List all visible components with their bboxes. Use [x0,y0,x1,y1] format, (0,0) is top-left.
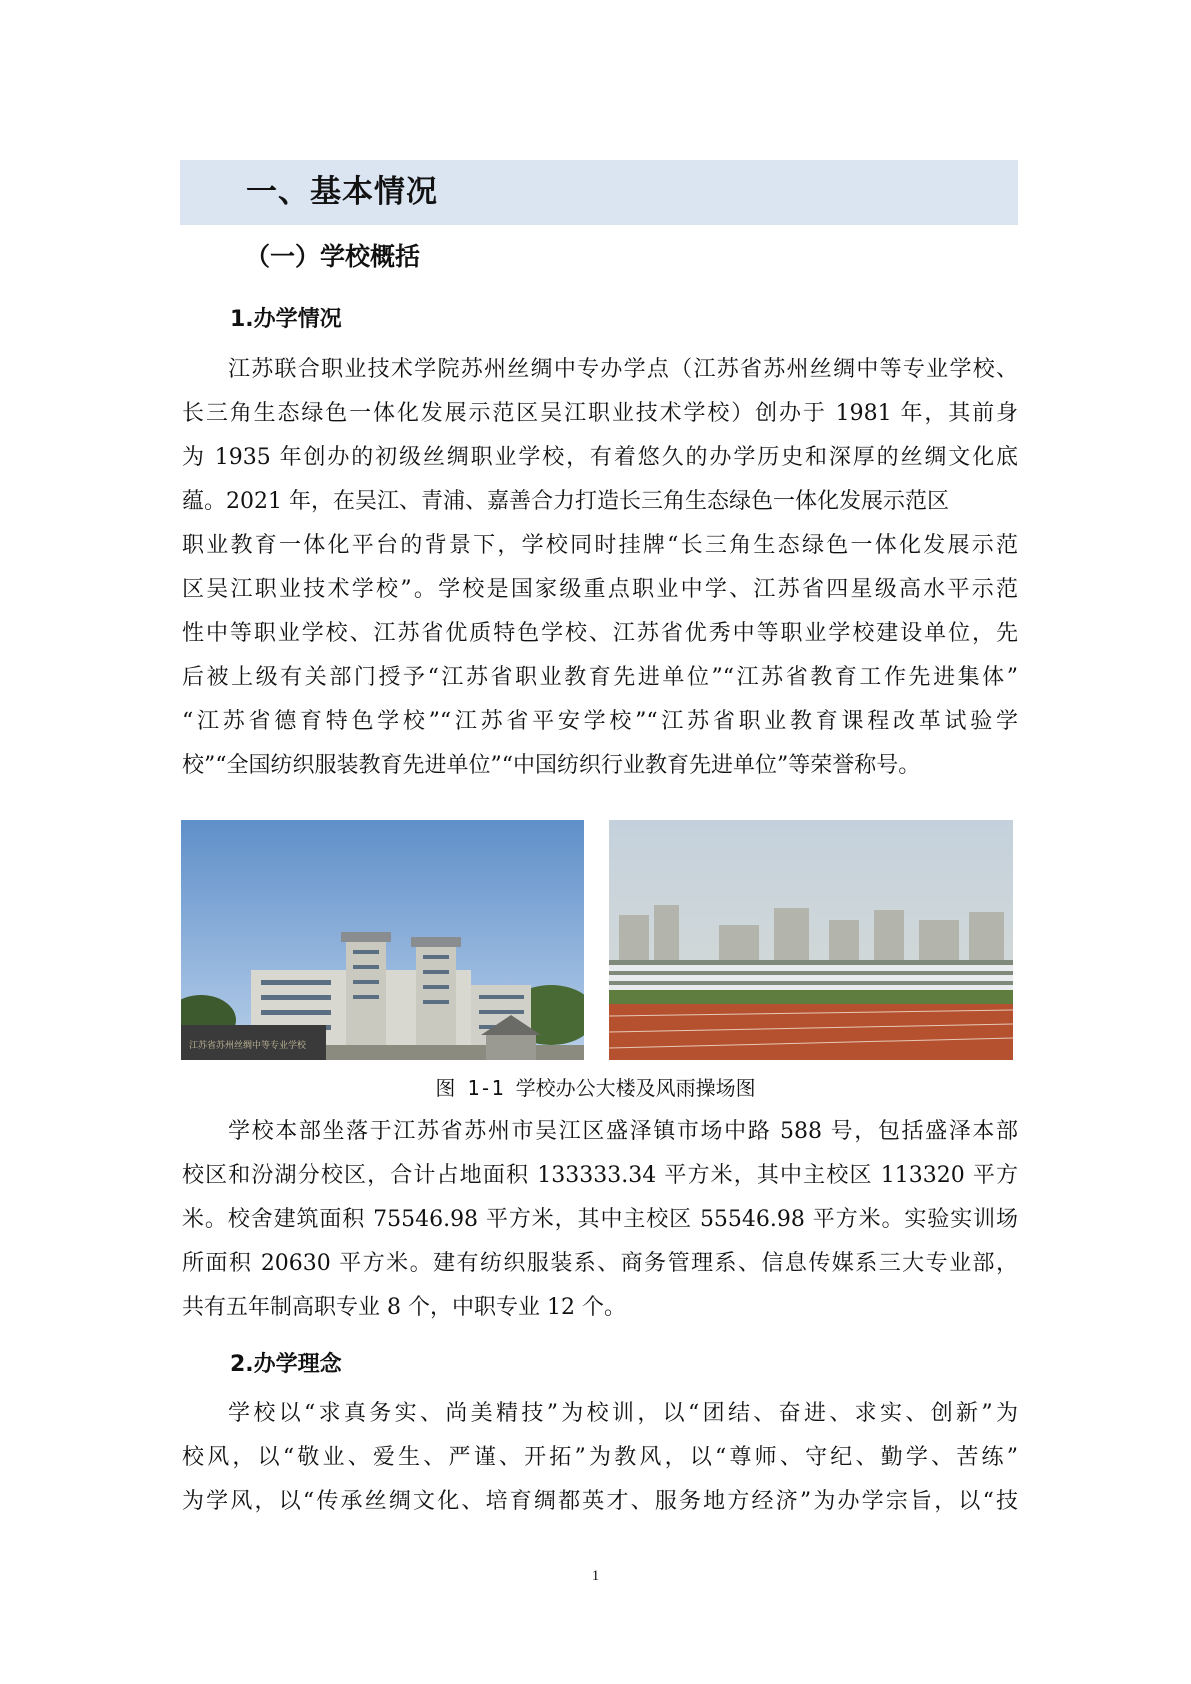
section-title-running: 1.办学情况 [230,307,342,332]
text-line: 性中等职业学校、江苏省优质特色学校、江苏省优秀中等职业学校建设单位，先 [182,621,1018,646]
text-line: 为学风，以“传承丝绸文化、培育绸都英才、服务地方经济”为办学宗旨，以“技 [182,1489,1018,1514]
text-line: 校”“全国纺织服装教育先进单位”“中国纺织行业教育先进单位”等荣誉称号。 [182,753,921,778]
text-line: 所面积 20630 平方米。建有纺织服装系、商务管理系、信息传媒系三大专业部， [182,1251,1018,1276]
text-line: 米。校舍建筑面积 75546.98 平方米，其中主校区 55546.98 平方米。实验实训场 [182,1207,1018,1232]
text-line: 校区和汾湖分校区，合计占地面积 133333.34 平方米，其中主校区 113320 平方 [182,1163,1018,1188]
section-title-philosophy: 2.办学理念 [230,1352,342,1377]
paragraph-campus [182,1110,1018,1330]
sports-field-image [609,820,1013,1060]
text-line: 共有五年制高职专业 8 个，中职专业 12 个。 [182,1295,626,1320]
text-line: 为 1935 年创办的初级丝绸职业学校，有着悠久的办学历史和深厚的丝绸文化底 [182,445,1018,470]
text-line: 蕴。2021 年，在吴江、青浦、嘉善合力打造长三角生态绿色一体化发展示范区 [182,489,949,514]
heading-basic-info: 一、基本情况 [246,174,438,210]
sign-wall-text: 江苏省苏州丝绸中等专业学校 [189,1041,307,1051]
text-line: 校风，以“敬业、爱生、严谨、开拓”为教风，以“尊师、守纪、勤学、苦练” [182,1445,1018,1470]
office-building-image [181,820,584,1060]
photo-office-building [181,820,584,1060]
paragraph-history [182,348,1018,788]
photo-sports-field [609,820,1013,1060]
text-line: 学校以“求真务实、尚美精技”为校训，以“团结、奋进、求实、创新”为 [228,1401,1018,1426]
text-line: 职业教育一体化平台的背景下，学校同时挂牌“长三角生态绿色一体化发展示范 [182,533,1018,558]
text-line: 学校本部坐落于江苏省苏州市吴江区盛泽镇市场中路 588 号，包括盛泽本部 [228,1119,1018,1144]
text-line: 长三角生态绿色一体化发展示范区吴江职业技术学校）创办于 1981 年，其前身 [182,401,1018,426]
paragraph-philosophy [182,1392,1018,1524]
text-line: 区吴江职业技术学校”。学校是国家级重点职业中学、江苏省四星级高水平示范 [182,577,1018,602]
figure-caption: 图 1-1 学校办公大楼及风雨操场图 [435,1076,756,1100]
text-line: “江苏省德育特色学校”“江苏省平安学校”“江苏省职业教育课程改革试验学 [182,709,1018,734]
text-line: 后被上级有关部门授予“江苏省职业教育先进单位”“江苏省教育工作先进集体” [182,665,1018,690]
heading-school-overview: （一）学校概括 [245,242,421,271]
page-number: 1 [591,1568,600,1584]
text-line: 江苏联合职业技术学院苏州丝绸中专办学点（江苏省苏州丝绸中等专业学校、 [228,357,1018,382]
